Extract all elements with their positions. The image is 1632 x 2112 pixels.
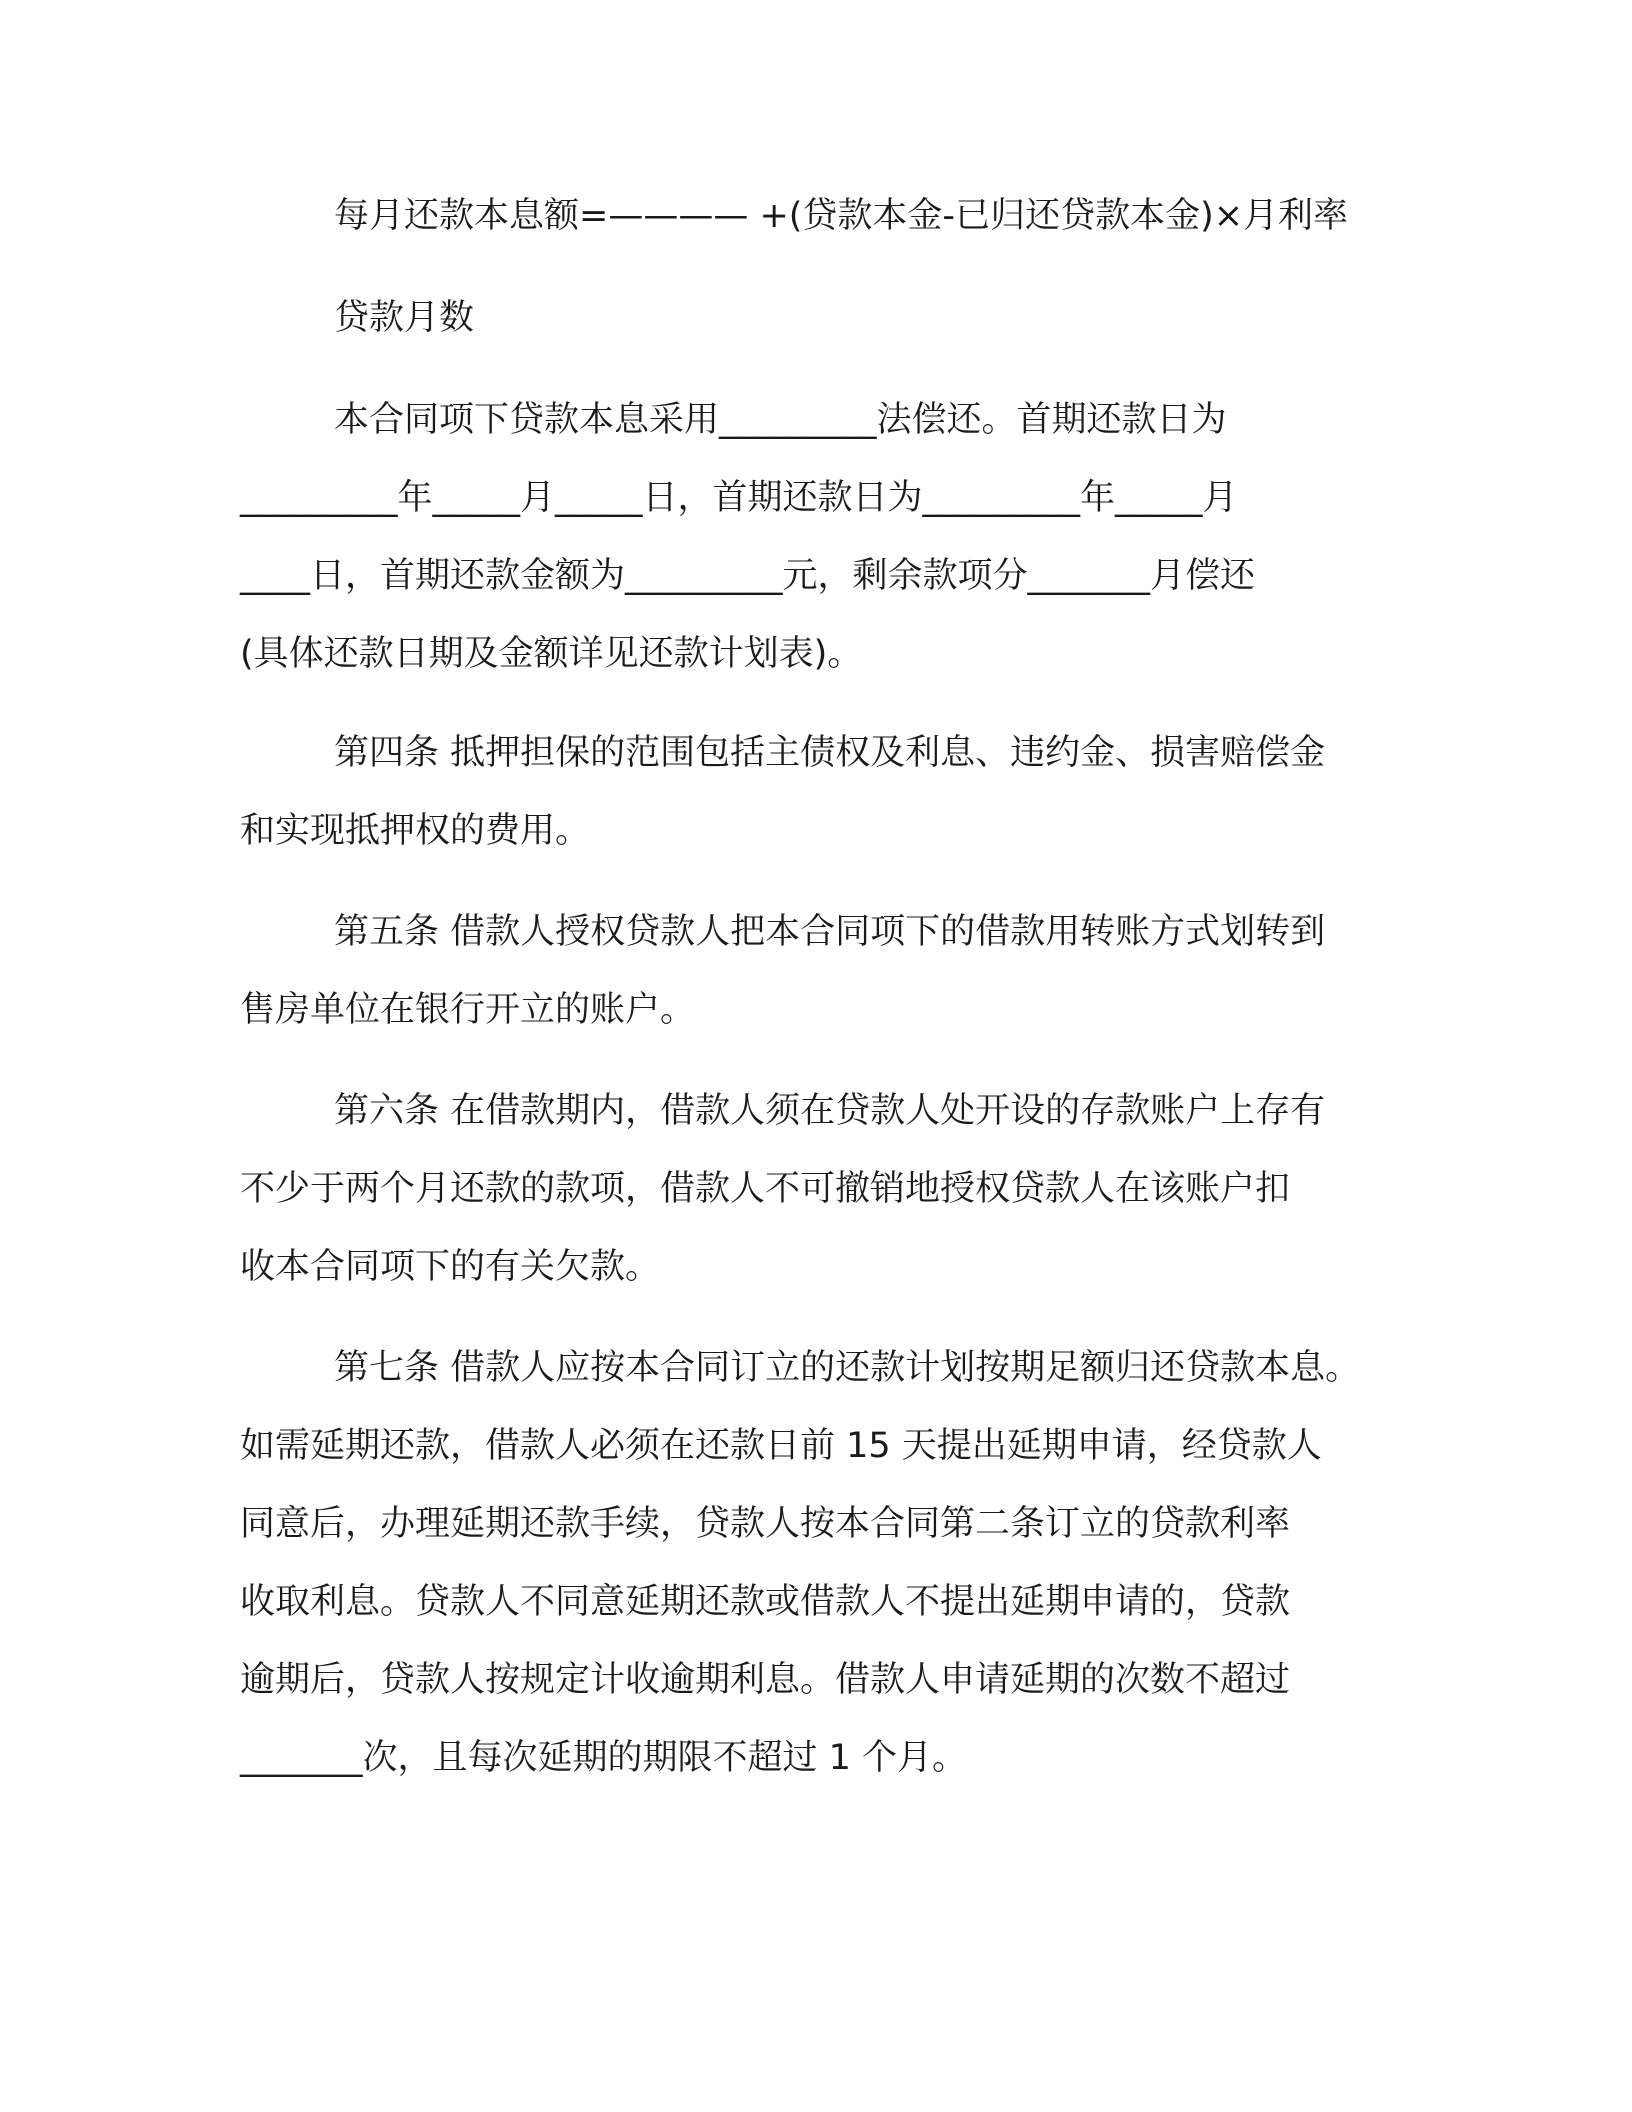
text-line: 和实现抵押权的费用。 (240, 811, 591, 851)
text-line: ____日，首期还款金额为_________元，剩余款项分_______月偿还 (240, 556, 1256, 596)
text-line: 贷款月数 (334, 298, 475, 338)
text-line: 第五条 借款人授权贷款人把本合同项下的借款用转账方式划转到 (334, 912, 1326, 952)
text-line: 第六条 在借款期内，借款人须在贷款人处开设的存款账户上存有 (334, 1091, 1326, 1131)
text-line: 第四条 抵押担保的范围包括主债权及利息、违约金、损害赔偿金 (334, 733, 1326, 773)
text-line: 收取利息。贷款人不同意延期还款或借款人不提出延期申请的，贷款 (240, 1582, 1291, 1622)
text-line: 不少于两个月还款的款项，借款人不可撤销地授权贷款人在该账户扣 (240, 1169, 1291, 1209)
text-line: 每月还款本息额=———— +(贷款本金-已归还贷款本金)×月利率 (334, 196, 1349, 236)
text-line: 收本合同项下的有关欠款。 (240, 1247, 661, 1287)
text-line: 第七条 借款人应按本合同订立的还款计划按期足额归还贷款本息。 (334, 1348, 1361, 1388)
text-line: 逾期后，贷款人按规定计收逾期利息。借款人申请延期的次数不超过 (240, 1660, 1291, 1700)
text-line: 如需延期还款，借款人必须在还款日前 15 天提出延期申请，经贷款人 (240, 1426, 1322, 1466)
text-line: _________年_____月_____日，首期还款日为_________年_____月 (240, 478, 1238, 518)
text-line: 售房单位在银行开立的账户。 (240, 990, 696, 1030)
text-line: 同意后，办理延期还款手续，贷款人按本合同第二条订立的贷款利率 (240, 1504, 1291, 1544)
text-line: 本合同项下贷款本息采用_________法偿还。首期还款日为 (334, 400, 1227, 440)
text-line: _______次，且每次延期的期限不超过 1 个月。 (240, 1738, 968, 1778)
text-line: (具体还款日期及金额详见还款计划表)。 (240, 634, 863, 674)
